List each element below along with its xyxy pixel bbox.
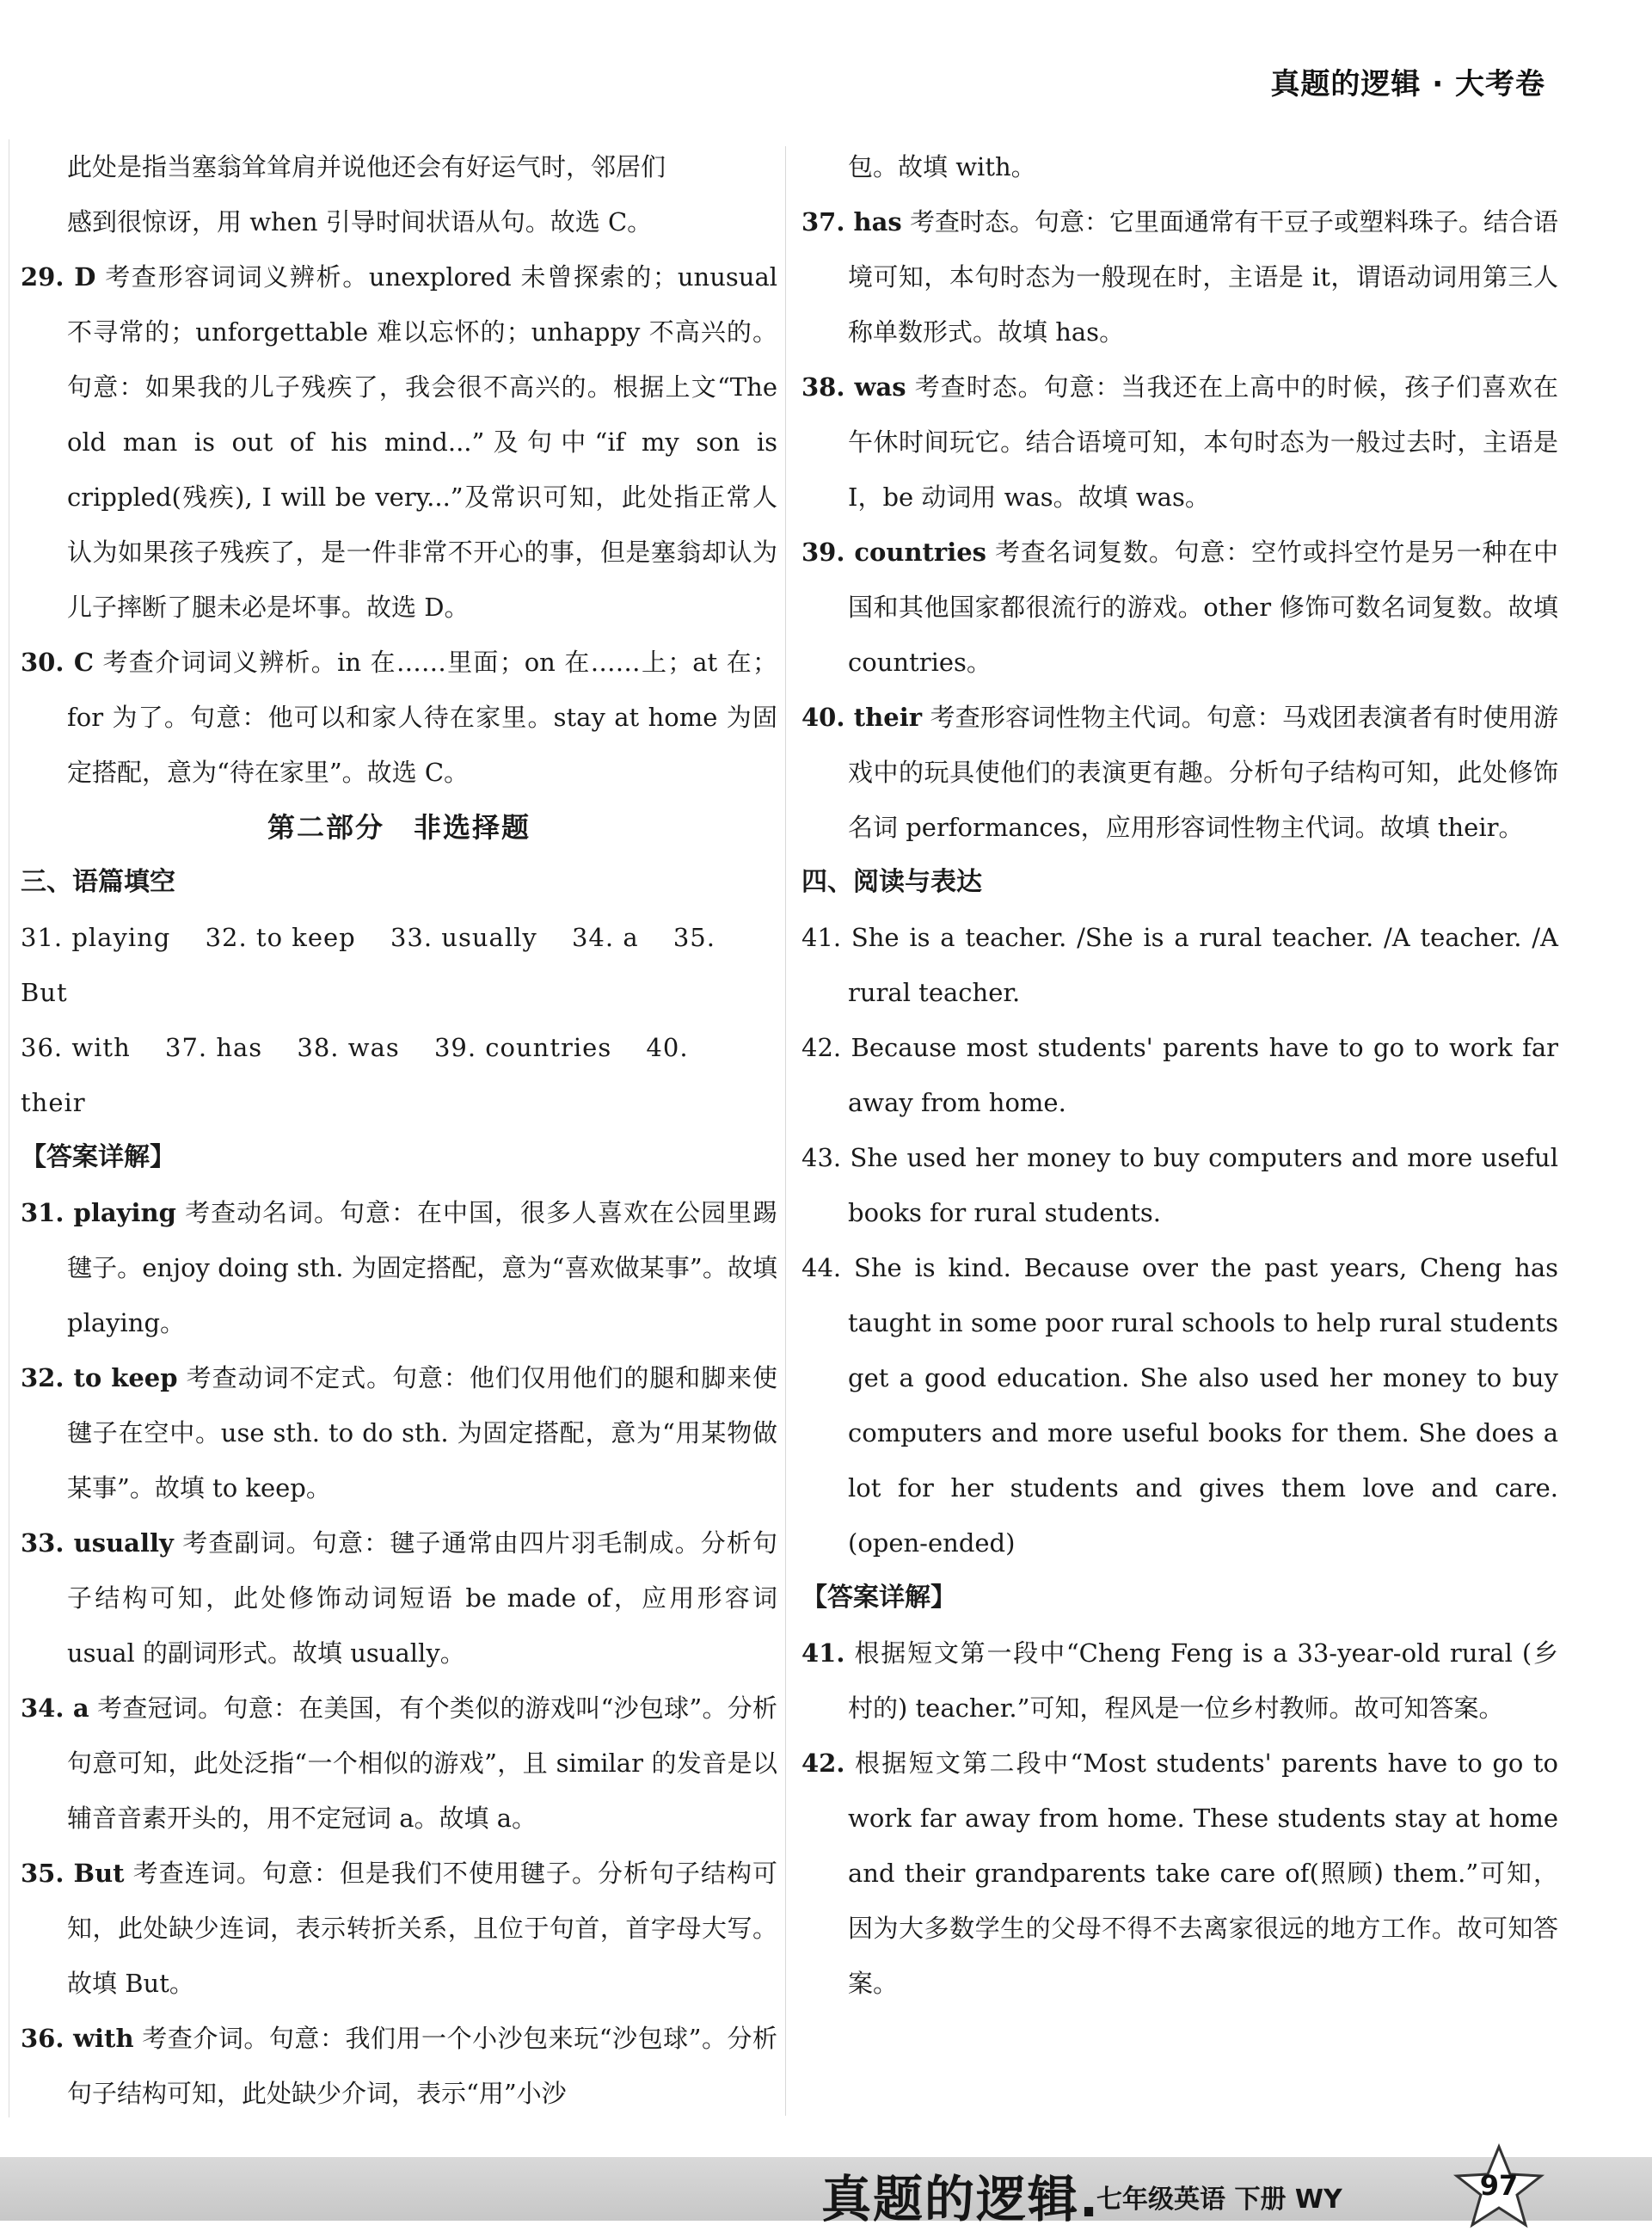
answer-39: 39. countries (433, 1033, 612, 1062)
explanation-40 (801, 690, 1558, 855)
explanation-34-number: 34. a (21, 1693, 89, 1723)
detail-42 (801, 1736, 1558, 2011)
part-two-title: 第二部分 非选择题 (267, 811, 531, 844)
footer-brand: 真题的逻辑. (821, 2170, 1101, 2228)
detail-42-number: 42. (801, 1749, 845, 1778)
explanation-31-text: 考查动名词。句意：在中国，很多人喜欢在公园里踢毽子。enjoy doing sth. 为固定搭配，意为“喜欢做某事”。故填 playing。 (67, 1198, 777, 1337)
continued-line-2: 感到很惊讶，用 when 引导时间状语从句。故选 C。 (67, 207, 653, 237)
question-29-number: 29. D (21, 262, 96, 292)
answer-31: 31. playing (21, 923, 171, 952)
section-four-heading: 四、阅读与表达 (801, 867, 982, 897)
answer-detail-label: 【答案详解】 (21, 1142, 175, 1172)
answer-35: 35. But (21, 923, 715, 1007)
explanation-34 (21, 1681, 777, 1846)
section-three-heading: 三、语篇填空 (21, 867, 175, 897)
explanation-36-number: 36. with (21, 2024, 134, 2053)
right-column (801, 139, 1558, 2011)
explanation-38-number: 38. was (801, 372, 906, 402)
explanation-38-text: 考查时态。句意：当我还在上高中的时候，孩子们喜欢在午休时间玩它。结合语境可知，本句时态为一般过去时，主语是 I，be 动词用 was。故填 was。 (848, 372, 1558, 512)
footer-subtitle: 七年级英语 下册 WY (1096, 2185, 1342, 2215)
continued-line: 包。故填 with。 (848, 152, 1036, 181)
page-number: 97 (1479, 2169, 1519, 2202)
explanation-33 (21, 1515, 777, 1681)
answer-41: 41. She is a teacher. /She is a rural teacher. /A teacher. /A rural teacher. (801, 923, 1558, 1007)
detail-41 (801, 1626, 1558, 1736)
detail-41-number: 41. (801, 1638, 845, 1668)
answer-34: 34. a (571, 923, 639, 952)
explanation-32-text: 考查动词不定式。句意：他们仅用他们的腿和脚来使毽子在空中。use sth. to do sth. 为固定搭配，意为“用某物做某事”。故填 to keep。 (67, 1363, 778, 1503)
explanation-35-text: 考查连词。句意：但是我们不使用毽子。分析句子结构可知，此处缺少连词，表示转折关系，且位于句首，首字母大写。故填 But。 (67, 1859, 777, 1998)
answer-row-2 (21, 1020, 777, 1130)
answer-44: 44. She is kind. Because over the past years, Cheng has taught in some poor rural schools to help rural students get a good education. She also used her money to buy computers and more useful books for them. She does a lot for her students and gives them love and care. (open-ended) (801, 1253, 1558, 1558)
explanation-36-text: 考查介词。句意：我们用一个小沙包来玩“沙包球”。分析句子结构可知，此处缺少介词，表示“用”小沙 (67, 2024, 778, 2108)
explanation-35-number: 35. But (21, 1859, 125, 1888)
answer-detail-label-right: 【答案详解】 (801, 1583, 956, 1613)
detail-41-text: 根据短文第一段中“Cheng Feng is a 33-year-old rural (乡村的) teacher.”可知，程风是一位乡村教师。故可知答案。 (848, 1638, 1558, 1723)
explanation-35 (21, 1846, 777, 2011)
explanation-32 (21, 1350, 777, 1515)
continued-line-1: 此处是指当塞翁耸耸肩并说他还会有好运气时，邻居们 (67, 152, 666, 181)
answer-32: 32. to keep (205, 923, 356, 952)
explanation-38 (801, 360, 1558, 525)
answer-36: 36. with (21, 1033, 131, 1062)
left-column (21, 139, 777, 2121)
explanation-39-number: 39. countries (801, 538, 986, 567)
answer-40: 40. their (21, 1033, 689, 1117)
question-29-text: 考查形容词词义辨析。unexplored 未曾探索的；unusual 不寻常的；unforgettable 难以忘怀的；unhappy 不高兴的。句意：如果我的儿子残疾了，我会很不高兴的。根据上文“The old man is out of his mind...”及句中“if my son is crippled(残疾), I will be very...”及常识可知，此处指正常人认为如果孩子残疾了，是一件非常不开心的事，但是塞翁却认为儿子摔断了腿未必是坏事。故选 D。 (67, 262, 778, 622)
explanation-39 (801, 525, 1558, 690)
question-30 (21, 635, 777, 800)
detail-42-text: 根据短文第二段中“Most students' parents have to go to work far away from home. These students stay at home and their grandparents take care of(照顾) them.”可知，因为大多数学生的父母不得不去离家很远的地方工作。故可知答案。 (848, 1749, 1559, 1998)
answer-38: 38. was (297, 1033, 400, 1062)
answer-37: 37. has (165, 1033, 263, 1062)
explanation-33-number: 33. usually (21, 1528, 174, 1558)
answer-33: 33. usually (390, 923, 537, 952)
explanation-36 (21, 2011, 777, 2121)
explanation-31-number: 31. playing (21, 1198, 176, 1227)
question-29 (21, 249, 777, 635)
explanation-33-text: 考查副词。句意：毽子通常由四片羽毛制成。分析句子结构可知，此处修饰动词短语 be made of，应用形容词 usual 的副词形式。故填 usually。 (67, 1528, 778, 1668)
explanation-31 (21, 1185, 777, 1350)
answer-42: 42. Because most students' parents have to go to work far away from home. (801, 1033, 1558, 1117)
column-divider (785, 146, 786, 2116)
explanation-37-number: 37. has (801, 207, 902, 237)
explanation-34-text: 考查冠词。句意：在美国，有个类似的游戏叫“沙包球”。分析句意可知，此处泛指“一个相似的游戏”，且 similar 的发音是以辅音音素开头的，用不定冠词 a。故填 a。 (67, 1693, 778, 1833)
explanation-32-number: 32. to keep (21, 1363, 178, 1392)
question-30-text: 考查介词词义辨析。in 在……里面；on 在……上；at 在；for 为了。句意：他可以和家人待在家里。stay at home 为固定搭配，意为“待在家里”。故选 C。 (67, 648, 777, 787)
explanation-40-number: 40. their (801, 703, 923, 732)
answer-43: 43. She used her money to buy computers and more useful books for rural students. (801, 1143, 1558, 1227)
page-header-title: 真题的逻辑 · 大考卷 (1270, 67, 1545, 101)
question-30-number: 30. C (21, 648, 94, 677)
explanation-37 (801, 194, 1558, 360)
explanation-39-text: 考查名词复数。句意：空竹或抖空竹是另一种在中国和其他国家都很流行的游戏。other 修饰可数名词复数。故填 countries。 (848, 538, 1558, 677)
answer-row-1 (21, 910, 777, 1020)
explanation-40-text: 考查形容词性物主代词。句意：马戏团表演者有时使用游戏中的玩具使他们的表演更有趣。分析句子结构可知，此处修饰名词 performances，应用形容词性物主代词。故填 their。 (848, 703, 1558, 842)
explanation-37-text: 考查时态。句意：它里面通常有干豆子或塑料珠子。结合语境可知，本句时态为一般现在时，主语是 it，谓语动词用第三人称单数形式。故填 has。 (848, 207, 1558, 347)
